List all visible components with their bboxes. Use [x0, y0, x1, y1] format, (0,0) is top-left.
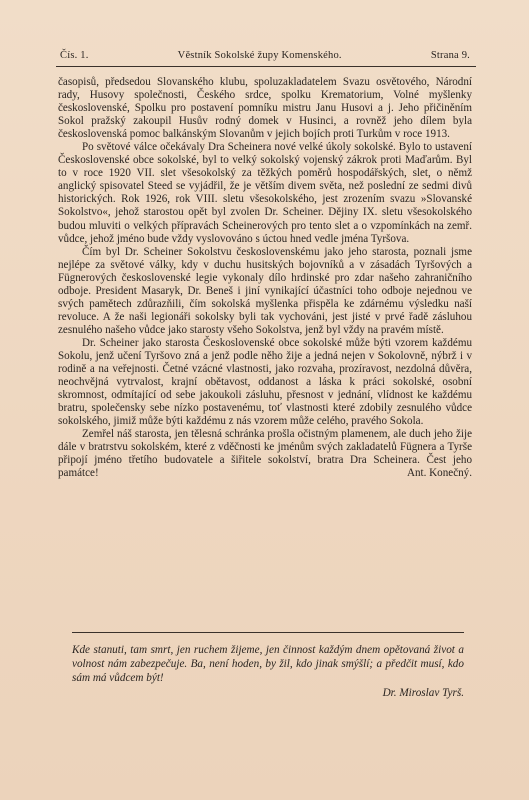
paragraph: časopisů, předsedou Slovanského klubu, spoluzakladatelem Svazu osvětového, Národní rady, Husovy společnosti, Českého srdce, spolku Krematorium, Volné myšlenky československé, Spolku pro postavení pomníku mistru Janu Husovi a j. Jeho přičiněním Sokol pražský zakoupil Husův rodný domek v Husinci, a rovněž jeho dílem byla československá pomoc balkánským Slovanům v jejich bojích proti Turkům v roce 1913.: [58, 76, 472, 141]
paragraph: Čím byl Dr. Scheiner Sokolstvu československému jako jeho starosta, poznali jsme nejlépe za světové války, kdy v duchu husitských bojovníků a v zásadách Tyršových a Fügnerových československé legie vykonaly dílo hrdinské pro zdar našeho zahraničního odboje. President Masaryk, Dr. Beneš i jiní vynikající účastníci toho odboje nejednou ve svých pamětech zdůrazňili, čím sokolská myšlenka přispěla ke zdárnému výsledku naší revoluce. A že naši legionáři sokolsky byli tak vychováni, jest jisté v prvé řadě zásluhou zesnulého našeho vůdce jako starosty všeho Sokolstva, jenž byl vždy na pravém místě.: [58, 245, 472, 336]
author-signature: Ant. Konečný.: [406, 467, 472, 480]
header-divider: [56, 66, 476, 67]
quote-text: Kde stanuti, tam smrt, jen ruchem žijeme, jen činnost každým dnem opětovaná život a volnost nám zabezpečuje. Ba, není hoden, by žil, kdo jinak smýšlí; a předčit musí, kdo sám má vůdcem být!: [72, 644, 464, 685]
journal-title: Věstník Sokolské župy Komenského.: [177, 50, 342, 61]
article-body: [58, 76, 472, 480]
paragraph-text: Zemřel náš starosta, jen tělesná schránka prošla očistným plamenem, ale duch jeho žije dále v bratrstvu sokolském, které z vděčnosti ke jménům svých zakladatelů Fügnera a Tyrše připojí jméno třetího budovatele a šiřitele sokolství, bratra Dra Scheinera. Čest jeho památce!: [58, 428, 472, 480]
paragraph: Po světové válce očekávaly Dra Scheinera nové velké úkoly sokolské. Bylo to ustavení Československé obce sokolské, byl to velký sokolský vojenský zákrok proti Maďarům. Byl to v roce 1920 VII. slet všesokolský za těžkých poměrů hospodářských, slet, o němž anglický spisovatel Steed se vyjádřil, že je větším divem světa, než poslední ze sedmi divů historických. Rok 1926, rok VIII. sletu všesokolského, jest zrozením svazu »Slovanské Sokolstvo«, jehož starostou opět byl zvolen Dr. Scheiner. Dějiny IX. sletu všesokolského budou mluviti o velkých přípravách Scheinerových pro tento slet a o vzpomínkách na zemř. vůdce, jehož jméno bude vždy vyslovováno s úctou hned vedle jména Tyršova.: [58, 141, 472, 245]
paragraph-with-signature: [58, 428, 472, 480]
running-header: [60, 50, 470, 70]
issue-number: Čís. 1.: [60, 50, 89, 61]
closing-quote: [72, 632, 464, 739]
quote-block: [72, 633, 464, 700]
page-number: Strana 9.: [430, 50, 470, 61]
quote-author: Dr. Miroslav Tyrš.: [382, 686, 464, 699]
paragraph: Dr. Scheiner jako starosta Československé obce sokolské může býti vzorem každému Sokolu, jenž učení Tyršovo zná a jenž podle něho žije a jedná nejen v Sokolovně, nýbrž i v rodině a na veřejnosti. Četné vzácné vlastnosti, jako rozvaha, prozíravost, nezdolná důvěra, neochvějná vytrvalost, krajní obětavost, oddanost a láska k práci sokolské, osobní skromnost, odmítající od sebe jakoukoli zásluhu, přesnost v jednání, vlídnost ke každému bratru, společensky sebe nízko postavenému, toť vlastnosti které zdobily zesnulého vůdce sokolského, jimiž může býti každému z nás vzorem může celého, pravého Sokola.: [58, 336, 472, 428]
